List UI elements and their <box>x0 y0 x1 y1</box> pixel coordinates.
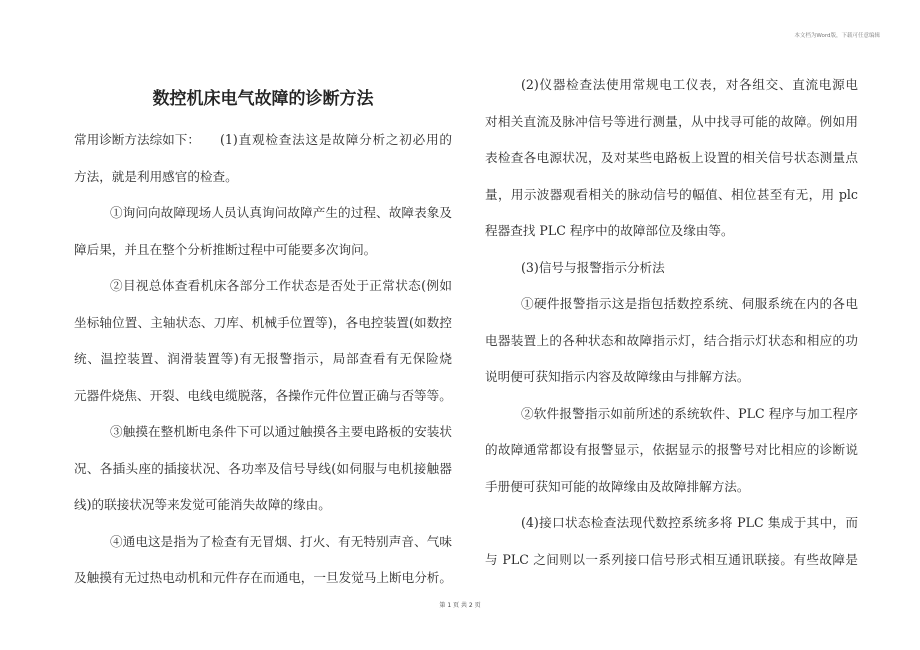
text-line: 线)的联接状况等来发觉可能消失故障的缘由。 <box>74 497 331 512</box>
text-line: 方法，就是利用感官的检查。 <box>74 168 238 184</box>
text-line-part: (1)直观检查法这是故障分析之初必用的 <box>220 132 452 147</box>
text-line: 坐标轴位置、主轴状态、刀库、机械手位置等)，各电控装置(如数控 <box>74 314 452 330</box>
text-line <box>74 122 452 159</box>
document-title: 数控机床电气故障的诊断方法 <box>152 89 374 109</box>
text-line: ②目视总体查看机床各部分工作状态是否处于正常状态(例如 <box>110 278 452 293</box>
right-column <box>485 67 858 578</box>
text-line: (2)仪器检查法使用常规电工仪表，对各组交、直流电源电 <box>521 77 858 92</box>
text-line: 对相关直流及脉冲信号等进行测量，从中找寻可能的故障。例如用 <box>485 113 858 129</box>
page-number: 第 1 页 共 2 页 <box>439 602 481 609</box>
text-line: 说明便可获知指示内容及故障缘由与排解方法。 <box>485 369 750 384</box>
text-line-part: 常用诊断方法综如下： <box>74 132 200 147</box>
text-line: 的故障通常都设有报警显示，依据显示的报警号对比相应的诊断说 <box>485 442 858 457</box>
text-line: 程器查找 PLC 程序中的故障部位及缘由等。 <box>485 223 734 238</box>
text-line: (3)信号与报警指示分析法 <box>521 259 665 275</box>
header-note: 本文档为Word版，下载可任意编辑 <box>794 33 880 39</box>
text-line: 元器件烧焦、开裂、电线电缆脱落，各操作元件位置正确与否等等。 <box>74 387 452 403</box>
text-line: 统、温控装置、润滑装置等)有无报警指示，局部查看有无保险烧 <box>74 351 452 366</box>
text-line: ②软件报警指示如前所述的系统软件、PLC 程序与加工程序 <box>521 405 858 421</box>
text-line: 况、各插头座的插接状况、各功率及信号导线(如伺服与电机接触器 <box>74 460 452 476</box>
text-line: ①硬件报警指示这是指包括数控系统、伺服系统在内的各电 <box>521 296 858 311</box>
text-line: 与 PLC 之间则以一系列接口信号形式相互通讯联接。有些故障是 <box>485 551 858 567</box>
text-line: 电器装置上的各种状态和故障指示灯，结合指示灯状态和相应的功 <box>485 332 858 348</box>
text-line: 及触摸有无过热电动机和元件存在而通电，一旦发觉马上断电分析。 <box>74 570 452 585</box>
text-line: (4)接口状态检查法现代数控系统多将 PLC 集成于其中，而 <box>521 515 858 530</box>
text-line: 手册便可获知可能的故障缘由及故障排解方法。 <box>485 478 750 494</box>
text-line: ①询问向故障现场人员认真询问故障产生的过程、故障表象及 <box>110 205 452 220</box>
text-line: ④通电这是指为了检查有无冒烟、打火、有无特别声音、气味 <box>110 533 452 549</box>
text-line: 表检查各电源状况，及对某些电路板上设置的相关信号状态测量点 <box>485 150 858 165</box>
text-line: ③触摸在整机断电条件下可以通过触摸各主要电路板的安装状 <box>110 424 452 439</box>
text-line: 量，用示波器观看相关的脉动信号的幅值、相位甚至有无，用 plc <box>485 186 858 202</box>
text-line: 障后果，并且在整个分析推断过程中可能要多次询问。 <box>74 241 377 257</box>
left-column <box>74 122 452 597</box>
